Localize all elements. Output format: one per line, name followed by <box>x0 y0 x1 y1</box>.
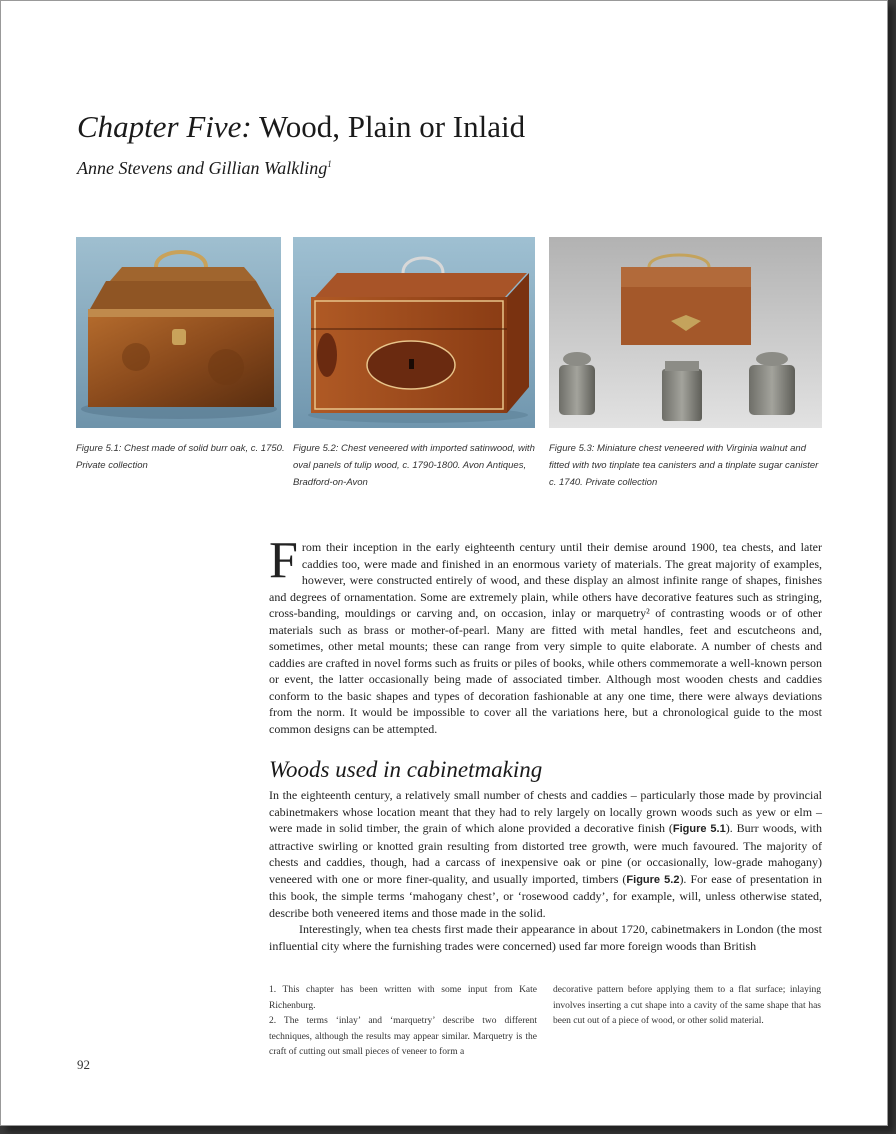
figure-ref-5-1: Figure 5.1 <box>672 823 726 835</box>
section-paragraph-1: In the eighteenth century, a relatively small number of chests and caddies – particularly those made by provincial cabinetmakers whose location meant that they had to rely largely on locally grown woods such as yew or elm – were made in solid timber, the grain of which alone provided a decorative finish (Figure 5.1). Burr woods, with attractive swirling or knotted grain resulting from distorted tree growth, were much favoured. The majority of chests and caddies, though, had a carcass of inexpensive oak or pine (or occasionally, low-grade mahogany) veneered with one or more finer-quality, and usually imported, timbers (Figure 5.2). For ease of presentation in this book, the simple terms ‘mahogany chest’, or ‘rosewood caddy’, for example, will, unless otherwise stated, describe both veneered items and those made in the solid. <box>269 788 822 920</box>
chapter-title <box>77 109 525 145</box>
figure-5-3-caption: Figure 5.3: Miniature chest veneered with Virginia walnut and fitted with two tinplate tea canisters and a tinplate sugar canister c. 1740. Private collection <box>549 443 819 488</box>
page-number: 92 <box>77 1057 90 1072</box>
chapter-authors: Anne Stevens and Gillian Walkling$^1$ <box>77 158 332 178</box>
figure-5-3-photo <box>549 237 822 428</box>
footnote-2-continued: decorative pattern before applying them to a flat surface; inlaying involves inserting a cut shape into a cavity of the same shape that has been cut out of a piece of wood, or other solid material. <box>553 985 821 1026</box>
footnote-1: 1. This chapter has been written with some input from Kate Richenburg. <box>269 985 537 1011</box>
chapter-title-text: Wood, Plain or Inlaid <box>258 109 526 144</box>
figure-5-1-photo <box>76 237 281 428</box>
footnote-ref-1: 1 <box>327 159 332 169</box>
footnotes-left <box>269 983 537 1061</box>
figure-5-2-caption: Figure 5.2: Chest veneered with imported satinwood, with oval panels of tulip wood, c. 1790-1800. Avon Antiques, Bradford-on-Avon <box>293 443 535 488</box>
drop-cap: F <box>269 532 298 589</box>
intro-text: rom their inception in the early eighteenth century until their demise around 1900, tea chests, and later caddies too, were made and finished in an enormous variety of materials. The great majority of examples, however, were constructed entirely of wood, and these display an almost infinite range of shapes, finishes and degrees of ornamentation. Some are extremely plain, while others have decorative features such as stringing, cross-banding, mouldings or carving and, on occasion, inlay or marquetry² of contrasting woods or of other materials such as brass or mother-of-pearl. Many are fitted with metal handles, feet and escutcheons and, sometimes, other metal mounts; these can range from very simple to quite elaborate. A number of chests and caddies are crafted in novel forms such as fruits or piles of books, while others commemorate a well-known person or event, the latter occasionally being made of associated timber. Although most wooden chests and caddies conform to the basic shapes and types of decoration fashionable at any one time, there were always deviations from the norm. It would be impossible to cover all the variations here, but a chronological guide to the most common designs can be attempted. <box>269 540 822 736</box>
footnotes-right <box>553 983 821 1030</box>
figure-5-2-photo <box>293 237 535 428</box>
section-body <box>269 787 822 954</box>
figure-ref-5-2: Figure 5.2 <box>626 873 680 886</box>
figure-5-1-caption: Figure 5.1: Chest made of solid burr oak, c. 1750. Private collection <box>76 443 285 471</box>
intro-paragraph <box>269 532 822 737</box>
section-paragraph-2: Interestingly, when tea chests first made their appearance in about 1720, cabinetmakers in London (the most influential city where the furnishing trades were concerned) used far more foreign woods than British <box>269 922 822 953</box>
chapter-label: Chapter Five: <box>77 109 252 144</box>
section-heading: Woods used in cabinetmaking <box>269 757 543 782</box>
footnote-2: 2. The terms ‘inlay’ and ‘marquetry’ describe two different techniques, although the results may appear similar. Marquetry is the craft of cutting out small pieces of veneer to form a <box>269 1016 537 1057</box>
